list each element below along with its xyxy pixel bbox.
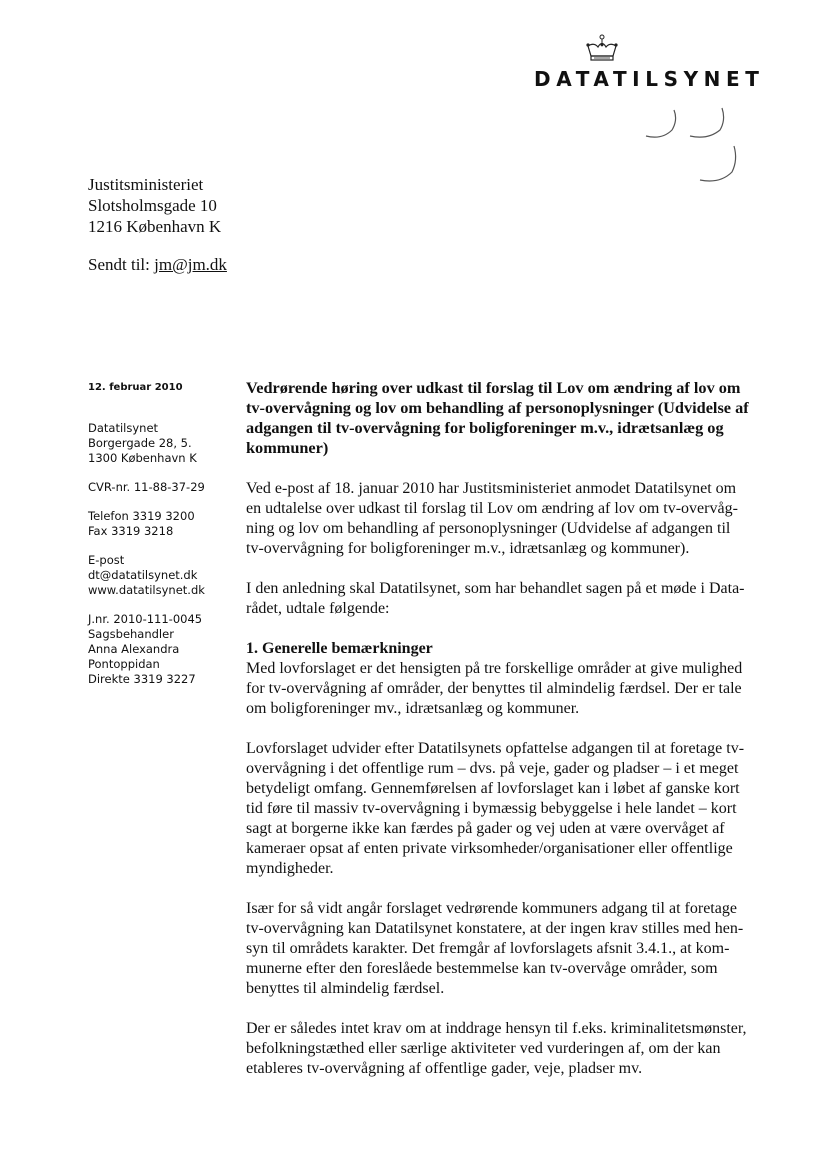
letter-body <box>246 378 766 1099</box>
email-link[interactable]: dt@datatilsynet.dk <box>88 568 198 582</box>
address-line: Datatilsynet <box>88 421 159 435</box>
recipient-address <box>88 174 221 237</box>
text-line: sagt at borgerne ikke kan færdes på gader og vej uden at være overvåget af <box>246 820 725 837</box>
text-line: Ved e-post af 18. januar 2010 har Justitsministeriet anmodet Datatilsynet om <box>246 480 737 497</box>
paragraph <box>246 899 766 999</box>
address-line: 1300 København K <box>88 451 197 465</box>
sent-to-email-link[interactable]: jm@jm.dk <box>154 255 227 274</box>
sender-address <box>88 421 238 466</box>
cvr-number: CVR-nr. 11-88-37-29 <box>88 480 205 494</box>
text-line: Der er således intet krav om at inddrage hensyn til f.eks. kriminalitetsmønster, <box>246 1020 747 1037</box>
recipient-line: 1216 København K <box>88 217 222 236</box>
text-line: for tv-overvågning af områder, der benyttes til almindelig færdsel. Der er tale <box>246 680 742 697</box>
contact-block <box>88 553 238 598</box>
text-line: ning og lov om behandling af personoplysninger (Udvidelse af adgangen til <box>246 520 731 537</box>
fax-line: Fax 3319 3218 <box>88 524 174 538</box>
text-line: befolkningstæthed eller særlige aktiviteter ved vurderingen af, om der kan <box>246 1040 721 1057</box>
text-line: en udtalelse over udkast til forslag til Lov om ændring af lov om tv-overvåg- <box>246 500 738 517</box>
text-line: Især for så vidt angår forslaget vedrørende kommuners adgang til at foretage <box>246 900 737 917</box>
case-block <box>88 612 238 687</box>
text-line: tv-overvågning kan Datatilsynet konstatere, at der ingen krav stilles med hen- <box>246 920 744 937</box>
case-handler-label: Sagsbehandler <box>88 627 174 641</box>
text-line: overvågning i det offentlige rum – dvs. på veje, gader og pladser – i et meget <box>246 760 739 777</box>
text-line: tid føre til massiv tv-overvågning i bymæssig bebyggelse i hele landet – kort <box>246 800 737 817</box>
email-label: E-post <box>88 553 125 567</box>
brand-name: DATATILSYNET <box>534 67 765 91</box>
paragraph <box>246 1019 766 1079</box>
text-line: etableres tv-overvågning af offentlige gader, veje, pladser mv. <box>246 1060 643 1077</box>
subject-line: Vedrørende høring over udkast til forslag til Lov om ændring af lov om <box>246 378 741 397</box>
case-handler-name: Anna Alexandra <box>88 642 180 656</box>
text-line: Med lovforslaget er det hensigten på tre forskellige områder at give mulighed <box>246 660 743 677</box>
paragraph <box>246 479 766 559</box>
section-heading: 1. Generelle bemærkninger <box>246 640 433 657</box>
paragraph <box>246 579 766 619</box>
text-line: syn til områdets karakter. Det fremgår af lovforslagets afsnit 3.4.1., at kom- <box>246 940 730 957</box>
letter-subject <box>246 378 766 458</box>
address-line: Borgergade 28, 5. <box>88 436 192 450</box>
paragraph <box>246 739 766 879</box>
letter-date: 12. februar 2010 <box>88 382 183 393</box>
section <box>246 639 766 719</box>
handwritten-marks <box>640 100 750 186</box>
text-line: betydeligt omfang. Gennemførelsen af lovforslaget kan i løbet af ganske kort <box>246 780 740 797</box>
text-line: tv-overvågning for boligforeninger m.v., idrætsanlæg og kommuner). <box>246 540 690 557</box>
sent-to <box>88 255 227 275</box>
text-line: munerne efter den foreslåede bestemmelse kan tv-overvåge områder, som <box>246 960 718 977</box>
text-line: om boligforeninger mv., idrætsanlæg og kommuner. <box>246 700 580 717</box>
subject-line: tv-overvågning og lov om behandling af personoplysninger (Udvidelse af <box>246 398 749 417</box>
direct-phone: Direkte 3319 3227 <box>88 672 196 686</box>
recipient-line: Slotsholmsgade 10 <box>88 196 217 215</box>
subject-line: kommuner) <box>246 438 329 457</box>
text-line: benyttes til almindelig færdsel. <box>246 980 445 997</box>
case-handler-name: Pontoppidan <box>88 657 160 671</box>
sender-sidebar <box>88 380 238 701</box>
crown-icon <box>584 34 620 64</box>
subject-line: adgangen til tv-overvågning for boligforeninger m.v., idrætsanlæg og <box>246 418 724 437</box>
sent-to-label: Sendt til: <box>88 255 150 274</box>
website-link[interactable]: www.datatilsynet.dk <box>88 583 205 597</box>
text-line: kameraer opsat af enten private virksomheder/organisationer eller offentlige <box>246 840 733 857</box>
text-line: rådet, udtale følgende: <box>246 600 390 617</box>
case-number: J.nr. 2010-111-0045 <box>88 612 203 626</box>
text-line: Lovforslaget udvider efter Datatilsynets opfattelse adgangen til at foretage tv- <box>246 740 745 757</box>
phone-block <box>88 509 238 539</box>
recipient-line: Justitsministeriet <box>88 175 204 194</box>
text-line: myndigheder. <box>246 860 334 877</box>
phone-line: Telefon 3319 3200 <box>88 509 195 523</box>
text-line: I den anledning skal Datatilsynet, som har behandlet sagen på et møde i Data- <box>246 580 745 597</box>
